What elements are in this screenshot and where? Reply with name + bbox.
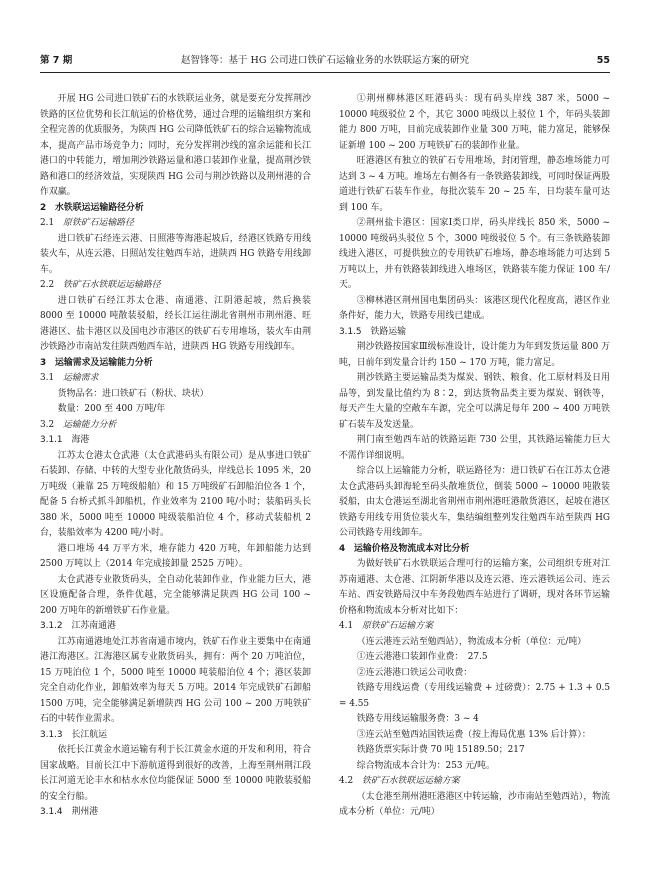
section-title: 原铁矿石运输路径 xyxy=(63,218,134,228)
page-number: 55 xyxy=(596,55,610,66)
running-title: 赵智锋等：基于 HG 公司进口铁矿石运输业务的水铁联运方案的研究 xyxy=(181,55,469,66)
section-number: 4.2 xyxy=(339,776,354,786)
section-heading: 2 水铁联运运输路径分析 xyxy=(40,202,144,213)
subsection-heading xyxy=(339,619,610,635)
paragraph: 铁路专用线运输服务费：3 ~ 4 xyxy=(356,714,479,724)
paragraph: 太仓武港专业散货码头，全自动化装卸作业，作业能力巨大，港区设施配备合理，条件优越，完全能够满足陕西 HG 公司 100 ~ 200 万吨年的新增铁矿石作业量。 xyxy=(40,574,311,616)
paragraph: （太仓港至荆州港旺港港区中转运输，沙市南站至勉西站），物流成本分析（单位：元/吨） xyxy=(339,791,610,817)
paragraph: 江苏南通港地处江苏省南通市境内，铁矿石作业主要集中在南通港江海港区。江海港区属专业散货码头，拥有：两个 20 万吨泊位，15 万吨泊位 1 个，5000 吨至 10000 吨装船泊位 4 个；港区装卸完全自动化作业，卸船效率为每天 5 万吨。2014 年完成铁矿石卸船 1500 万吨，完全能够满足新增陕西 HG 公司 100 ~ 200 万吨铁矿石的中转作业需求。 xyxy=(40,636,311,724)
paragraph: 为做好铁矿石水铁联运合理可行的运输方案，公司组织专班对江苏南通港、太仓港、江阴新华港以及连云港、连云港铁运公司、连云车站、西安铁路局汉中车务段勉西车站进行了调研，现对各环节运输价格和物流成本分析对比如下： xyxy=(339,559,610,616)
paragraph: 综合物流成本合计为：253 元/吨。 xyxy=(356,760,495,771)
subsection-heading xyxy=(40,278,311,294)
section-title: 铁矿石水铁联运运输路径 xyxy=(63,280,161,290)
subsection-heading xyxy=(40,418,311,434)
paragraph: 荆门南至勉西车站的铁路运距 730 公里，其铁路运输能力巨大不需作详细说明。 xyxy=(339,435,610,461)
header-rule xyxy=(40,72,610,73)
section-heading: 3 运输需求及运输能力分析 xyxy=(40,357,153,368)
right-column xyxy=(339,92,610,877)
subsection-heading: 3.1.5 铁路运输 xyxy=(339,326,406,337)
subsection-heading xyxy=(339,774,610,790)
paragraph: 荆沙铁路按国家Ⅲ级标准设计，设计能力为年到发货运量 800 万吨，日前年到发量合计约 150 ~ 170 万吨，能力富足。 xyxy=(339,342,610,368)
running-header xyxy=(40,53,610,69)
issue-number: 第 7 期 xyxy=(40,55,73,66)
section-title: 铁矿石水铁联运运输方案 xyxy=(362,776,460,786)
paragraph: ②荆州盐卡港区：国家Ⅰ类口岸，码头岸线长 850 米，5000 ~ 10000 吨级码头驳位 5 个，3000 吨级驳位 5 个。有三条铁路装卸线进入港区，可提供独立的专用铁矿石堆场，静态堆场能力可达到 5 万吨以上，并有铁路装卸线进入堆场区，铁路装车能力保证 100 车/天。 xyxy=(339,218,610,290)
section-number: 3.2 xyxy=(40,419,55,430)
text-line: 货物品名：进口铁矿石（粉状、块状） xyxy=(57,388,209,399)
subsection-heading xyxy=(40,371,311,387)
paragraph: 旺港港区有独立的铁矿石专用堆场，封闭管理，静态堆场能力可达到 3 ~ 4 万吨。堆场左右侧各有一条铁路装卸线，可同时保证两股道进行铁矿石装车作业，每批次装车 20 ~ 25 车，日均装车量可达到 100 车。 xyxy=(339,156,610,213)
subsection-heading: 3.1.3 长江航运 xyxy=(40,729,107,740)
subsection-heading xyxy=(40,216,311,232)
paragraph: 进口铁矿石经江苏太仓港、南通港、江阴港起坡，然后换装 8000 至 10000 吨散装驳船，经长江运往湖北省荆州市荆州港、旺港港区、盐卡港区以及国电沙市港区的铁矿石专用堆场，装火车由荆沙铁路沙市南站发往陕西勉西车站，进陕西 HG 铁路专用线卸车。 xyxy=(40,295,311,352)
paragraph: ②连云港港口铁运公司收费： xyxy=(356,667,473,678)
section-title: 原铁矿石运输方案 xyxy=(362,621,433,631)
section-heading: 4 运输价格及物流成本对比分析 xyxy=(339,543,470,554)
subsection-heading: 3.1.2 江苏南通港 xyxy=(40,621,116,631)
paragraph: 开展 HG 公司进口铁矿石的水铁联运业务，就是要充分发挥荆沙铁路的区位优势和长江航运的价格优势，通过合理的运输组织方案和全程完善的优质服务，为陕西 HG 公司降低铁矿石的综合运输物流成本，提高产品市场竞争力；同时，充分发挥荆沙线的富余运能和长江港口的中转能力，增加荆沙铁路运量和港口装卸作业量，提高荆沙铁路和港口的经济效益，实现陕西 HG 公司与荆沙铁路以及荆州港的合作双赢。 xyxy=(40,94,311,197)
paragraph: ①荆州柳林港区旺港码头：现有码头岸线 387 米，5000 ~ 10000 吨级驳位 2 个，其它 3000 吨级以上驳位 1 个，年码头装卸能力 800 万吨，目前完成装卸作业量 300 万吨，能力富足，能够保证新增 100 ~ 200 万吨铁矿石的装卸作业量。 xyxy=(339,94,610,151)
subsection-heading: 3.1.4 荆州港 xyxy=(40,807,99,817)
subsection-heading: 3.1.1 海港 xyxy=(40,435,90,445)
paragraph: 铁路专用线运费（专用线运输费 + 过磅费）：2.75 + 1.3 + 0.5 = 4.55 xyxy=(339,683,610,709)
paragraph: 依托长江黄金水道运输有利于长江黄金水道的开发和利用，符合国家战略。目前长江中下游航道得到很好的改善，上海至荆州荆江段长江河道无论丰水和枯水水位均能保证 5000 至 10000 吨散装驳船的安全行船。 xyxy=(40,745,311,802)
paragraph: 进口铁矿石经连云港、日照港等海港起坡后，经港区铁路专用线装火车，从连云港、日照站发往勉西车站，进陕西 HG 铁路专用线卸车。 xyxy=(40,233,311,275)
section-number: 2.1 xyxy=(40,218,55,228)
paragraph: 港口堆场 44 万平方米，堆存能力 420 万吨，年卸船能力达到 2500 万吨以上（2014 年完成接卸量 2525 万吨）。 xyxy=(40,543,311,569)
section-number: 3.1 xyxy=(40,373,55,383)
paragraph: ③柳林港区荆州国电集团码头：该港区现代化程度高，港区作业条件好，能力大，铁路专用线已建成。 xyxy=(339,295,610,321)
paragraph: 江苏太仓港太仓武港（太仓武港码头有限公司）是从事进口铁矿石装卸、存储、中转的大型专业化散货码头，岸线总长 1095 米，20 万吨级（兼靠 25 万吨级船舶）和 15 万吨级矿石卸船泊位各 1 个，配备 5 台桥式抓斗卸船机，作业效率为 2100 吨/小时；装船码头长 380 米，5000 吨至 10000 吨级装船泊位 4 个，移动式装船机 2 台，装船效率为 4200 吨/小时。 xyxy=(40,450,311,538)
section-title: 运输能力分析 xyxy=(63,419,117,430)
paragraph: 综合以上运输能力分析，联运路径为：进口铁矿石在江苏太仓港太仓武港码头卸海轮至码头散堆货位，倒装 5000 ~ 10000 吨散装驳船，由太仓港运至湖北省荆州市荆州港旺港散货港区，起坡在港区铁路专用线专用货位装火车，集结编组整列发往勉西车站至陕西 HG 公司铁路专用线卸车。 xyxy=(339,466,610,538)
text-line: 数量：200 至 400 万吨/年 xyxy=(57,404,166,414)
paragraph: （连云港连云站至勉西站），物流成本分析（单位：元/吨） xyxy=(356,636,587,647)
left-column xyxy=(40,92,311,877)
section-number: 4.1 xyxy=(339,621,354,631)
section-number: 2.2 xyxy=(40,280,55,290)
section-title: 运输需求 xyxy=(63,373,99,383)
paragraph: 荆沙铁路主要运输品类为煤炭、钢铁、粮食、化工原材料及日用品等，到发量比值约为 8∶2，到达货物品类主要为煤炭、钢铁等，每天产生大量的空敞车车源，完全可以满足每年 200 ~ 400 万吨铁矿石装车及发送量。 xyxy=(339,373,610,430)
paragraph: 铁路货票实际计费 70 吨 15189.50；217 xyxy=(356,745,525,755)
paragraph: ③连云站至勉西站国铁运费（按上海局优惠 13% 后计算）： xyxy=(356,729,591,740)
paragraph: ①连云港港口装卸作业费： 27.5 xyxy=(356,652,488,662)
